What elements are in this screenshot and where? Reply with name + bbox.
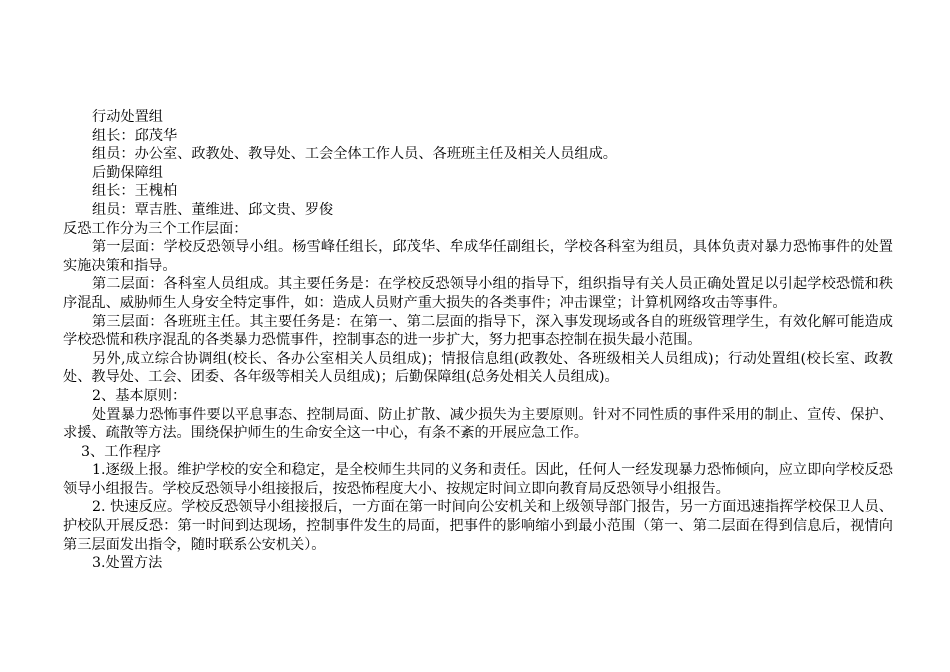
level-three-paragraph: 第三层面：各班班主任。其主要任务是：在第一、第二层面的指导下，深入事发现场或各自的班级管理学生，有效化解可能造成学校恐慌和秩序混乱的各类暴力恐慌事件，控制事态的进一步扩大，努力把事态控制在损失最小范围。 <box>63 313 893 349</box>
level-two-paragraph: 第二层面：各科室人员组成。其主要任务是：在学校反恐领导小组的指导下，组织指导有关人员正确处置足以引起学校恐慌和秩序混乱、威胁师生人身安全特定事件，如：造成人员财产重大损失的各类事件；冲击课堂；计算机网络攻击等事件。 <box>63 276 893 311</box>
logistics-group-members: 组员：覃吉胜、董维进、邱文贵、罗俊 <box>92 201 334 218</box>
group-title-action: 行动处置组 <box>92 109 163 125</box>
additional-groups-paragraph: 另外,成立综合协调组(校长、各办公室相关人员组成)；情报信息组(政教处、各班级相关人员组成)；行动处置组(校长室、政教处、教导处、工会、团委、各年级等相关人员组成)；后勤保障组(总务处相关人员组成)。 <box>63 350 893 386</box>
logistics-group-leader: 组长：王槐柏 <box>92 183 178 200</box>
procedure-item-response: 2. 快速反应。学校反恐领导小组接报后，一方面在第一时间向公安机关和上级领导部门报告，另一方面迅速指挥学校保卫人员、护校队开展反恐：第一时间到达现场，控制事件发生的局面，把事件的影响缩小到最小范围（第一、第二层面在得到信息后，视情向第三层面发出指令，随时联系公安机关）。 <box>63 499 893 553</box>
levels-intro: 反恐工作分为三个工作层面： <box>63 220 248 237</box>
level-one-paragraph: 第一层面：学校反恐领导小组。杨雪峰任组长，邱茂华、牟成华任副组长，学校各科室为组员，具体负责对暴力恐怖事件的处置实施决策和指导。 <box>63 239 893 274</box>
principles-paragraph: 处置暴力恐怖事件要以平息事态、控制局面、防止扩散、减少损失为主要原则。针对不同性质的事件采用的制止、宣传、保护、求援、疏散等方法。围绕保护师生的生命安全这一中心，有条不紊的开展应急工作。 <box>63 406 893 442</box>
group-title-logistics: 后勤保障组 <box>92 164 163 181</box>
document-body <box>63 108 893 573</box>
action-group-leader: 组长：邱茂华 <box>92 127 178 144</box>
principles-heading: 2、基本原则： <box>92 387 187 404</box>
procedure-item-report: 1.逐级上报。维护学校的安全和稳定，是全校师生共同的义务和责任。因此，任何人一经发现暴力恐怖倾向，应立即向学校反恐领导小组报告。学校反恐领导小组接报后，按恐怖程度大小、按规定时间立即向教育局反恐领导小组报告。 <box>63 462 893 497</box>
procedure-heading: 3、工作程序 <box>81 443 161 460</box>
action-group-members: 组员：办公室、政教处、教导处、工会全体工作人员、各班班主任及相关人员组成。 <box>92 146 617 163</box>
methods-heading: 3.处置方法 <box>92 555 163 572</box>
